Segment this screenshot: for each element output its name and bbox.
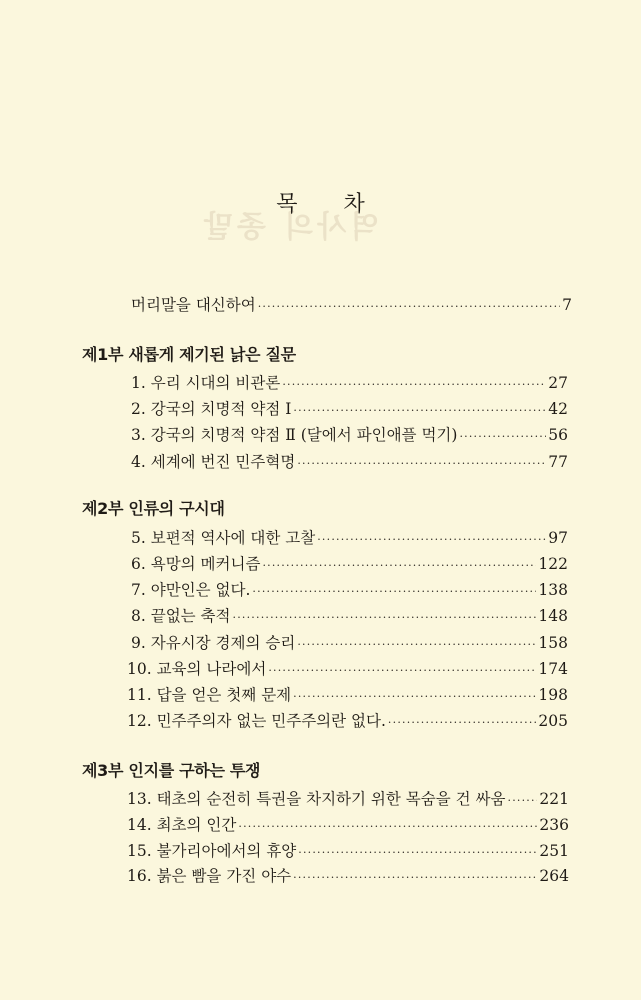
toc-entry[interactable] xyxy=(131,397,568,419)
toc-entry-label: 15. 불가리아에서의 휴양 xyxy=(127,842,297,860)
toc-entry[interactable] xyxy=(131,578,568,600)
toc-entry-page: 42 xyxy=(548,400,568,418)
toc-entry-page: 174 xyxy=(538,660,568,678)
toc-entry-label: 머리말을 대신하여 xyxy=(131,296,256,314)
toc-entry-label: 8. 끝없는 축적 xyxy=(131,607,231,625)
toc-entry-page: 205 xyxy=(538,712,568,730)
title-char-2: 차 xyxy=(343,192,365,217)
toc-entry-label: 6. 욕망의 메커니즘 xyxy=(131,555,261,573)
toc-entry-page: 77 xyxy=(548,453,568,471)
toc-entry-page: 251 xyxy=(539,842,569,860)
toc-entry-label: 7. 야만인은 없다. xyxy=(131,581,251,599)
toc-entry[interactable] xyxy=(127,864,569,886)
toc-entry-page: 198 xyxy=(538,686,568,704)
leader-dots xyxy=(282,378,546,391)
toc-entry-label: 2. 강국의 치명적 약점 Ⅰ xyxy=(131,400,292,418)
toc-entry-label: 1. 우리 시대의 비관론 xyxy=(131,374,281,392)
leader-dots xyxy=(233,611,537,624)
page-title xyxy=(0,187,641,218)
toc-entry-label: 10. 교육의 나라에서 xyxy=(127,660,267,678)
leader-dots xyxy=(293,690,536,703)
toc-entry[interactable] xyxy=(131,450,568,472)
leader-dots xyxy=(268,664,536,677)
leader-dots xyxy=(252,585,536,598)
toc-entry-label: 16. 붉은 빰을 가진 야수 xyxy=(127,867,292,885)
leader-dots xyxy=(238,820,537,833)
title-char-1: 목 xyxy=(276,192,298,217)
toc-entry[interactable] xyxy=(131,604,568,626)
leader-dots xyxy=(262,559,536,572)
toc-entry[interactable] xyxy=(131,371,568,393)
leader-dots xyxy=(297,638,536,651)
toc-entry-page: 27 xyxy=(548,374,568,392)
toc-entry-page: 138 xyxy=(538,581,568,599)
toc-entry-label: 5. 보편적 역사에 대한 고찰 xyxy=(131,529,316,547)
toc-entry-label: 13. 태초의 순전히 특권을 차지하기 위한 목숨을 건 싸움 xyxy=(127,790,506,808)
leader-dots xyxy=(297,457,546,470)
part-heading-1: 제1부 새롭게 제기된 낡은 질문 xyxy=(82,345,296,364)
toc-entry-page: 264 xyxy=(539,867,569,885)
toc-entry[interactable] xyxy=(127,709,568,731)
toc-entry-preface[interactable] xyxy=(131,293,572,315)
toc-entry-page: 158 xyxy=(538,634,568,652)
toc-entry-label: 9. 자유시장 경제의 승리 xyxy=(131,634,296,652)
toc-entry-page: 7 xyxy=(562,296,572,314)
part-heading-2: 제2부 인류의 구시대 xyxy=(82,499,225,518)
toc-entry-label: 4. 세계에 번진 민주혁명 xyxy=(131,453,296,471)
toc-entry-page: 56 xyxy=(548,426,568,444)
toc-entry-page: 148 xyxy=(538,607,568,625)
leader-dots xyxy=(317,533,546,546)
leader-dots xyxy=(258,300,560,313)
leader-dots xyxy=(388,716,536,729)
toc-entry[interactable] xyxy=(131,631,568,653)
toc-entry-label: 3. 강국의 치명적 약점 Ⅱ (달에서 파인애플 먹기) xyxy=(131,426,458,444)
leader-dots xyxy=(298,846,537,859)
toc-entry[interactable] xyxy=(127,683,568,705)
toc-entry-page: 122 xyxy=(538,555,568,573)
toc-entry[interactable] xyxy=(131,552,568,574)
toc-entry[interactable] xyxy=(131,423,568,445)
toc-entry-page: 221 xyxy=(539,790,569,808)
toc-entry-label: 11. 답을 얻은 첫째 문제 xyxy=(127,686,292,704)
toc-entry[interactable] xyxy=(131,526,568,548)
toc-entry-label: 12. 민주주의자 없는 민주주의란 없다. xyxy=(127,712,386,730)
toc-entry-page: 97 xyxy=(548,529,568,547)
toc-entry-label: 14. 최초의 인간 xyxy=(127,816,237,834)
toc-entry[interactable] xyxy=(127,787,569,809)
leader-dots xyxy=(459,430,546,443)
bleed-through-text: 역사의 종말 xyxy=(200,210,380,245)
toc-entry[interactable] xyxy=(127,657,568,679)
leader-dots xyxy=(293,404,546,417)
leader-dots xyxy=(293,871,537,884)
leader-dots xyxy=(508,794,538,807)
toc-entry[interactable] xyxy=(127,813,569,835)
toc-entry[interactable] xyxy=(127,839,569,861)
part-heading-3: 제3부 인지를 구하는 투쟁 xyxy=(82,761,261,780)
toc-entry-page: 236 xyxy=(539,816,569,834)
